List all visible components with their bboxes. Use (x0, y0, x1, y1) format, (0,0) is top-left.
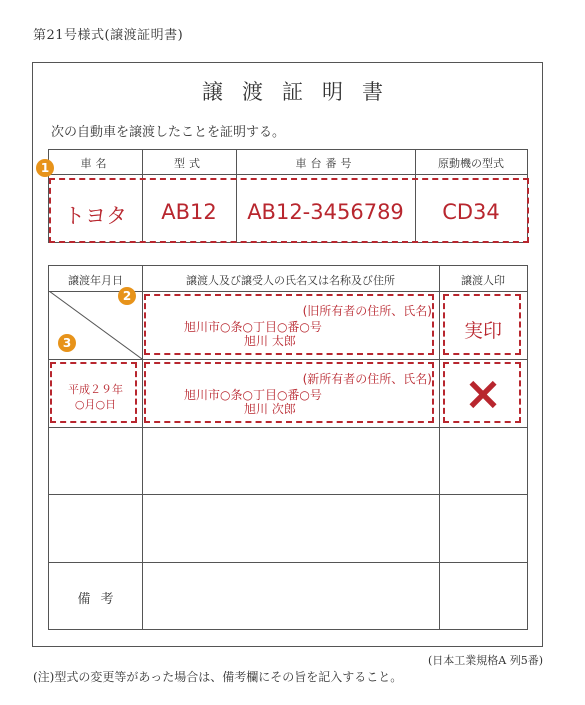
value-chassis-number: AB12-3456789 (247, 200, 404, 224)
highlight-new-owner (144, 362, 434, 423)
header-seal: 譲渡人印 (461, 274, 505, 287)
highlight-vehicle-values (49, 178, 529, 243)
old-owner-name: 旭川 太郎 (244, 334, 296, 348)
badge-3: 3 (58, 334, 76, 352)
row-divider (49, 494, 527, 495)
value-engine-model: CD34 (442, 200, 500, 224)
jis-size-note: (日本工業規格A 列5番) (427, 654, 543, 667)
row-divider (49, 174, 527, 175)
value-model: AB12 (161, 200, 217, 224)
new-owner-address: 旭川市○条○丁目○番○号 (184, 388, 322, 402)
badge-1: 1 (36, 159, 54, 177)
intro-text: 次の自動車を譲渡したことを証明する。 (51, 125, 286, 140)
header-model: 型式 (174, 157, 204, 170)
highlight-old-owner (144, 294, 434, 355)
remarks-label: 備考 (77, 592, 124, 607)
transfer-date-day: ○月○日 (74, 398, 117, 411)
transfer-date-year: 平成２９年 (68, 383, 123, 396)
cross-mark-icon: × (463, 366, 503, 420)
new-owner-label: (新所有者の住所、氏名) (302, 372, 432, 386)
header-car-name: 車名 (80, 157, 111, 170)
header-engine-model: 原動機の型式 (438, 157, 504, 170)
header-parties: 譲渡人及び譲受人の氏名又は名称及び住所 (186, 274, 395, 287)
row-divider (49, 359, 527, 360)
header-transfer-date: 譲渡年月日 (68, 274, 123, 287)
value-car-name: トヨタ (64, 204, 127, 228)
seal-jitsuin: 実印 (463, 320, 502, 342)
header-chassis-number: 車台番号 (295, 157, 356, 170)
old-owner-address: 旭川市○条○丁目○番○号 (184, 320, 322, 334)
highlight-new-seal (443, 362, 521, 423)
highlight-old-seal (443, 294, 521, 355)
badge-2: 2 (118, 287, 136, 305)
row-divider (49, 427, 527, 428)
old-owner-label: (旧所有者の住所、氏名) (302, 304, 432, 318)
row-divider (49, 562, 527, 563)
column-divider (142, 266, 143, 629)
new-owner-name: 旭川 次郎 (244, 402, 296, 416)
page-title: 譲渡証明書 (202, 80, 402, 104)
footnote: (注)型式の変更等があった場合は、備考欄にその旨を記入すること。 (33, 670, 403, 684)
highlight-date (50, 362, 137, 423)
form-label: 第21号様式(譲渡証明書) (33, 28, 184, 43)
